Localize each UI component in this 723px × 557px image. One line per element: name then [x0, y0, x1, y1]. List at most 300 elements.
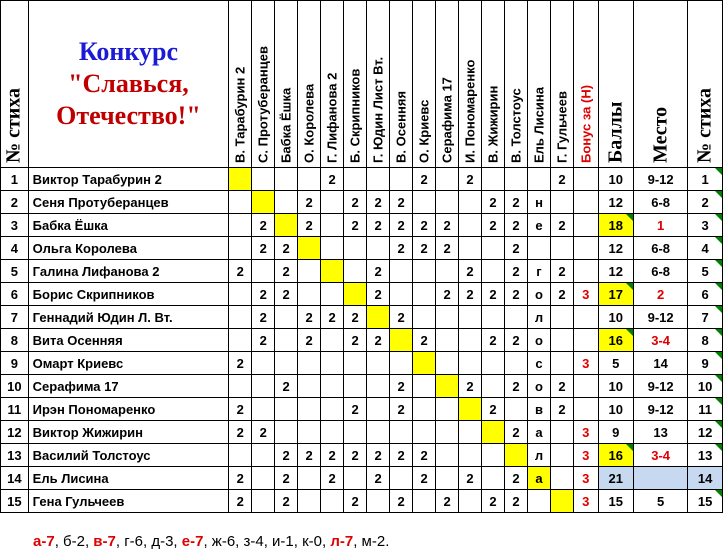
vote-cell: 2 [275, 444, 298, 467]
vote-cell [298, 237, 321, 260]
vote-cell: 2 [252, 329, 275, 352]
vote-cell [505, 306, 528, 329]
col-header-2-label: С. Протуберанцев [255, 46, 271, 163]
vote-cell: г [528, 260, 551, 283]
vote-cell: 2 [436, 283, 459, 306]
vote-cell [275, 214, 298, 237]
vote-cell [482, 444, 505, 467]
vote-cell [298, 398, 321, 421]
score-cell: 16 [598, 444, 633, 467]
place-cell: 9-12 [634, 398, 688, 421]
vote-cell [298, 168, 321, 191]
vote-cell: 2 [367, 260, 390, 283]
vote-cell [344, 260, 367, 283]
vote-cell [298, 375, 321, 398]
vote-cell [459, 237, 482, 260]
bonus-cell [574, 168, 599, 191]
vote-cell: 2 [482, 329, 505, 352]
vote-cell: 2 [321, 467, 344, 490]
bonus-cell [574, 237, 599, 260]
vote-cell [252, 490, 275, 513]
vote-cell [482, 421, 505, 444]
vote-cell [551, 444, 574, 467]
vote-cell [229, 214, 252, 237]
vote-cell [413, 283, 436, 306]
vote-cell: 2 [390, 191, 413, 214]
vote-cell: 2 [436, 237, 459, 260]
col-header-2 [252, 1, 275, 168]
bonus-cell [574, 329, 599, 352]
bonus-cell: 3 [574, 467, 599, 490]
vote-cell [344, 352, 367, 375]
footer-part: л-7 [330, 533, 354, 550]
row-number: 11 [1, 398, 29, 421]
num-header-label: № стиха [2, 87, 25, 163]
place-cell: 2 [634, 283, 688, 306]
vote-cell [298, 421, 321, 444]
score-cell: 16 [598, 329, 633, 352]
vote-cell: 2 [252, 214, 275, 237]
vote-cell [275, 398, 298, 421]
bonus-cell [574, 375, 599, 398]
vote-cell [367, 352, 390, 375]
col-header-3 [275, 1, 298, 168]
vote-cell [528, 168, 551, 191]
vote-cell: н [528, 191, 551, 214]
table-row [1, 306, 723, 329]
vote-cell [229, 306, 252, 329]
vote-cell: с [528, 352, 551, 375]
vote-cell: о [528, 329, 551, 352]
vote-cell [413, 490, 436, 513]
table-row [1, 237, 723, 260]
score-cell: 9 [598, 421, 633, 444]
footer-legend [33, 533, 389, 550]
vote-cell: 2 [344, 214, 367, 237]
vote-cell [344, 237, 367, 260]
row-number-right: 13 [688, 444, 723, 467]
vote-cell: 2 [505, 421, 528, 444]
vote-cell [321, 283, 344, 306]
row-number: 7 [1, 306, 29, 329]
row-number: 15 [1, 490, 29, 513]
place-header [634, 1, 688, 168]
vote-cell: 2 [459, 168, 482, 191]
vote-cell [344, 467, 367, 490]
vote-cell [390, 283, 413, 306]
col-header-12-label: В. Жижирин [485, 85, 501, 163]
vote-cell: 2 [390, 375, 413, 398]
vote-cell [344, 168, 367, 191]
vote-cell [321, 352, 344, 375]
vote-cell [344, 421, 367, 444]
row-number: 1 [1, 168, 29, 191]
vote-cell: 2 [413, 237, 436, 260]
num-header-right [688, 1, 723, 168]
table-row [1, 467, 723, 490]
table-row [1, 375, 723, 398]
col-header-9 [413, 1, 436, 168]
vote-cell [459, 490, 482, 513]
table-row [1, 283, 723, 306]
row-number: 4 [1, 237, 29, 260]
col-header-10 [436, 1, 459, 168]
bonus-cell [574, 398, 599, 421]
author-name: Сеня Протуберанцев [28, 191, 229, 214]
vote-cell: 2 [505, 283, 528, 306]
vote-cell: 2 [298, 329, 321, 352]
col-header-12 [482, 1, 505, 168]
row-number-right: 5 [688, 260, 723, 283]
bonus-header-label: Бонус за (Н) [578, 84, 594, 163]
vote-cell [321, 421, 344, 444]
table-row [1, 214, 723, 237]
col-header-5-label: Г. Лифанова 2 [324, 72, 340, 163]
vote-cell [436, 421, 459, 444]
vote-cell: 2 [551, 214, 574, 237]
footer-part: , ж-6, з-4, и-1, к-0, [203, 533, 331, 550]
vote-cell [367, 490, 390, 513]
vote-cell [436, 329, 459, 352]
row-number-right: 1 [688, 168, 723, 191]
row-number-right: 11 [688, 398, 723, 421]
vote-cell [413, 352, 436, 375]
row-number: 6 [1, 283, 29, 306]
vote-cell [436, 352, 459, 375]
score-cell: 17 [598, 283, 633, 306]
vote-cell: 2 [505, 214, 528, 237]
vote-cell: 2 [344, 329, 367, 352]
vote-cell [275, 306, 298, 329]
row-number-right: 3 [688, 214, 723, 237]
vote-cell [298, 467, 321, 490]
col-header-14 [528, 1, 551, 168]
vote-cell [413, 398, 436, 421]
row-number: 12 [1, 421, 29, 444]
vote-cell: 2 [459, 375, 482, 398]
vote-cell: 2 [344, 444, 367, 467]
vote-cell: 2 [367, 214, 390, 237]
vote-cell [321, 375, 344, 398]
vote-cell [459, 191, 482, 214]
col-header-11-label: И. Пономаренко [462, 59, 478, 163]
vote-cell: 2 [367, 444, 390, 467]
vote-cell: 2 [321, 168, 344, 191]
vote-cell [275, 329, 298, 352]
vote-cell [275, 352, 298, 375]
vote-cell: 2 [298, 306, 321, 329]
vote-cell [551, 352, 574, 375]
row-number-right: 15 [688, 490, 723, 513]
vote-cell [252, 168, 275, 191]
place-cell: 6-8 [634, 260, 688, 283]
vote-cell: 2 [482, 214, 505, 237]
score-cell: 10 [598, 375, 633, 398]
vote-cell [482, 237, 505, 260]
author-name: Галина Лифанова 2 [28, 260, 229, 283]
vote-cell [551, 237, 574, 260]
vote-cell: 2 [390, 306, 413, 329]
vote-cell [367, 398, 390, 421]
vote-cell: 2 [252, 283, 275, 306]
vote-cell [298, 283, 321, 306]
table-row [1, 329, 723, 352]
vote-cell: 2 [321, 306, 344, 329]
vote-cell: в [528, 398, 551, 421]
score-cell: 12 [598, 260, 633, 283]
bonus-cell: 3 [574, 490, 599, 513]
vote-cell [229, 168, 252, 191]
col-header-8 [390, 1, 413, 168]
score-cell: 21 [598, 467, 633, 490]
vote-cell [459, 214, 482, 237]
score-header [598, 1, 633, 168]
table-row [1, 490, 723, 513]
vote-cell [390, 260, 413, 283]
vote-cell [482, 375, 505, 398]
col-header-9-label: О. Криевс [416, 99, 432, 163]
vote-cell [298, 352, 321, 375]
col-header-15-label: Г. Гульчеев [554, 90, 570, 163]
vote-cell [321, 191, 344, 214]
row-number: 2 [1, 191, 29, 214]
author-name: Василий Толстоус [28, 444, 229, 467]
vote-cell: 2 [252, 306, 275, 329]
col-header-8-label: В. Осенняя [393, 90, 409, 163]
vote-cell [252, 444, 275, 467]
vote-cell: 2 [505, 467, 528, 490]
vote-cell: 2 [275, 237, 298, 260]
vote-cell: 2 [229, 467, 252, 490]
vote-cell: 2 [344, 398, 367, 421]
vote-cell [252, 398, 275, 421]
vote-cell: 2 [252, 237, 275, 260]
vote-cell: 2 [367, 191, 390, 214]
vote-cell [528, 237, 551, 260]
vote-cell: 2 [551, 260, 574, 283]
bonus-header [574, 1, 599, 168]
row-number-right: 8 [688, 329, 723, 352]
vote-cell [505, 398, 528, 421]
row-number: 9 [1, 352, 29, 375]
author-name: Борис Скрипников [28, 283, 229, 306]
vote-cell [436, 398, 459, 421]
vote-cell: 2 [275, 375, 298, 398]
author-name: Ель Лисина [28, 467, 229, 490]
row-number: 5 [1, 260, 29, 283]
vote-cell [229, 237, 252, 260]
score-cell: 10 [598, 168, 633, 191]
score-cell: 18 [598, 214, 633, 237]
vote-cell [229, 329, 252, 352]
author-name: Омарт Криевс [28, 352, 229, 375]
col-header-7 [367, 1, 390, 168]
vote-cell: 2 [344, 490, 367, 513]
vote-cell: о [528, 375, 551, 398]
vote-cell: 2 [298, 444, 321, 467]
vote-cell [436, 191, 459, 214]
vote-cell [528, 490, 551, 513]
vote-cell [459, 352, 482, 375]
vote-cell [344, 283, 367, 306]
vote-cell [252, 467, 275, 490]
vote-cell: 2 [275, 467, 298, 490]
vote-cell [367, 306, 390, 329]
title-line2: "Славься, [68, 69, 189, 98]
vote-cell: 2 [413, 329, 436, 352]
vote-cell: 2 [321, 444, 344, 467]
score-cell: 5 [598, 352, 633, 375]
vote-cell: 2 [505, 260, 528, 283]
vote-cell [482, 306, 505, 329]
vote-cell: 2 [229, 352, 252, 375]
vote-cell: 2 [551, 283, 574, 306]
vote-cell [459, 398, 482, 421]
col-header-1 [229, 1, 252, 168]
row-number: 8 [1, 329, 29, 352]
score-cell: 12 [598, 191, 633, 214]
vote-cell [275, 421, 298, 444]
author-name: Виктор Жижирин [28, 421, 229, 444]
place-cell: 9-12 [634, 375, 688, 398]
vote-cell: а [528, 467, 551, 490]
vote-cell [459, 421, 482, 444]
table-row [1, 398, 723, 421]
vote-cell [229, 375, 252, 398]
col-header-3-label: Бабка Ёшка [278, 87, 294, 163]
vote-cell: 2 [298, 214, 321, 237]
vote-cell [413, 375, 436, 398]
row-number-right: 14 [688, 467, 723, 490]
num-header-right-label: № стиха [693, 87, 716, 163]
place-cell [634, 467, 688, 490]
vote-cell [436, 444, 459, 467]
table-row [1, 352, 723, 375]
col-header-10-label: Серафима 17 [439, 77, 455, 163]
header-row [1, 1, 723, 168]
table-row [1, 421, 723, 444]
place-header-label: Место [649, 106, 672, 163]
vote-cell [482, 352, 505, 375]
vote-cell: 2 [413, 168, 436, 191]
vote-cell [413, 306, 436, 329]
col-header-7-label: Г. Юдин Лист Вт. [370, 56, 386, 163]
row-number: 3 [1, 214, 29, 237]
place-cell: 9-12 [634, 168, 688, 191]
row-number-right: 9 [688, 352, 723, 375]
vote-cell: 2 [459, 467, 482, 490]
score-header-label: Баллы [604, 101, 627, 163]
vote-cell [482, 260, 505, 283]
vote-cell [298, 490, 321, 513]
vote-cell: 2 [459, 260, 482, 283]
footer-part: в-7 [93, 533, 116, 550]
vote-cell: о [528, 283, 551, 306]
vote-cell [551, 306, 574, 329]
col-header-11 [459, 1, 482, 168]
title-line3: Отечество!" [56, 101, 201, 130]
vote-cell [551, 467, 574, 490]
col-header-6-label: Б. Скрипников [347, 68, 363, 163]
vote-cell [436, 260, 459, 283]
vote-cell [551, 421, 574, 444]
row-number-right: 2 [688, 191, 723, 214]
vote-cell [390, 467, 413, 490]
vote-cell: 2 [390, 237, 413, 260]
vote-cell [551, 490, 574, 513]
footer-part: , г-6, д-3, [115, 533, 182, 550]
vote-cell: л [528, 444, 551, 467]
vote-cell: 2 [229, 490, 252, 513]
vote-cell [459, 329, 482, 352]
title-line1: Конкурс [78, 37, 179, 66]
author-name: Геннадий Юдин Л. Вт. [28, 306, 229, 329]
vote-cell [367, 168, 390, 191]
row-number-right: 7 [688, 306, 723, 329]
vote-cell: 2 [229, 421, 252, 444]
vote-cell: 2 [390, 214, 413, 237]
vote-cell: 2 [413, 444, 436, 467]
col-header-1-label: В. Тарабурин 2 [232, 66, 248, 163]
score-cell: 15 [598, 490, 633, 513]
place-cell: 3-4 [634, 329, 688, 352]
footer-part: , м-2. [353, 533, 390, 550]
bonus-cell: 3 [574, 444, 599, 467]
vote-cell: 2 [298, 191, 321, 214]
col-header-4 [298, 1, 321, 168]
vote-cell: 2 [275, 283, 298, 306]
vote-cell [229, 191, 252, 214]
vote-cell [229, 444, 252, 467]
vote-cell [436, 375, 459, 398]
row-number: 13 [1, 444, 29, 467]
row-number-right: 6 [688, 283, 723, 306]
vote-cell [367, 421, 390, 444]
vote-cell [321, 260, 344, 283]
vote-cell [436, 306, 459, 329]
vote-cell [505, 168, 528, 191]
place-cell: 1 [634, 214, 688, 237]
col-header-13 [505, 1, 528, 168]
vote-cell: 2 [505, 191, 528, 214]
author-name: Вита Осенняя [28, 329, 229, 352]
place-cell: 6-8 [634, 237, 688, 260]
author-name: Ольга Королева [28, 237, 229, 260]
author-name: Виктор Тарабурин 2 [28, 168, 229, 191]
vote-cell: 2 [505, 375, 528, 398]
vote-cell [413, 421, 436, 444]
bonus-cell: 3 [574, 421, 599, 444]
place-cell: 9-12 [634, 306, 688, 329]
vote-cell: 2 [275, 490, 298, 513]
place-cell: 13 [634, 421, 688, 444]
vote-cell: 2 [344, 191, 367, 214]
author-name: Гена Гульчеев [28, 490, 229, 513]
vote-cell: 2 [551, 168, 574, 191]
vote-cell: 2 [482, 191, 505, 214]
place-cell: 14 [634, 352, 688, 375]
vote-cell [413, 191, 436, 214]
num-header [1, 1, 29, 168]
col-header-6 [344, 1, 367, 168]
col-header-14-label: Ель Лисина [531, 87, 547, 163]
vote-cell: 2 [551, 375, 574, 398]
vote-cell: 2 [390, 490, 413, 513]
vote-cell: 2 [275, 260, 298, 283]
vote-cell: 2 [551, 398, 574, 421]
vote-cell: 2 [505, 237, 528, 260]
vote-cell [252, 191, 275, 214]
